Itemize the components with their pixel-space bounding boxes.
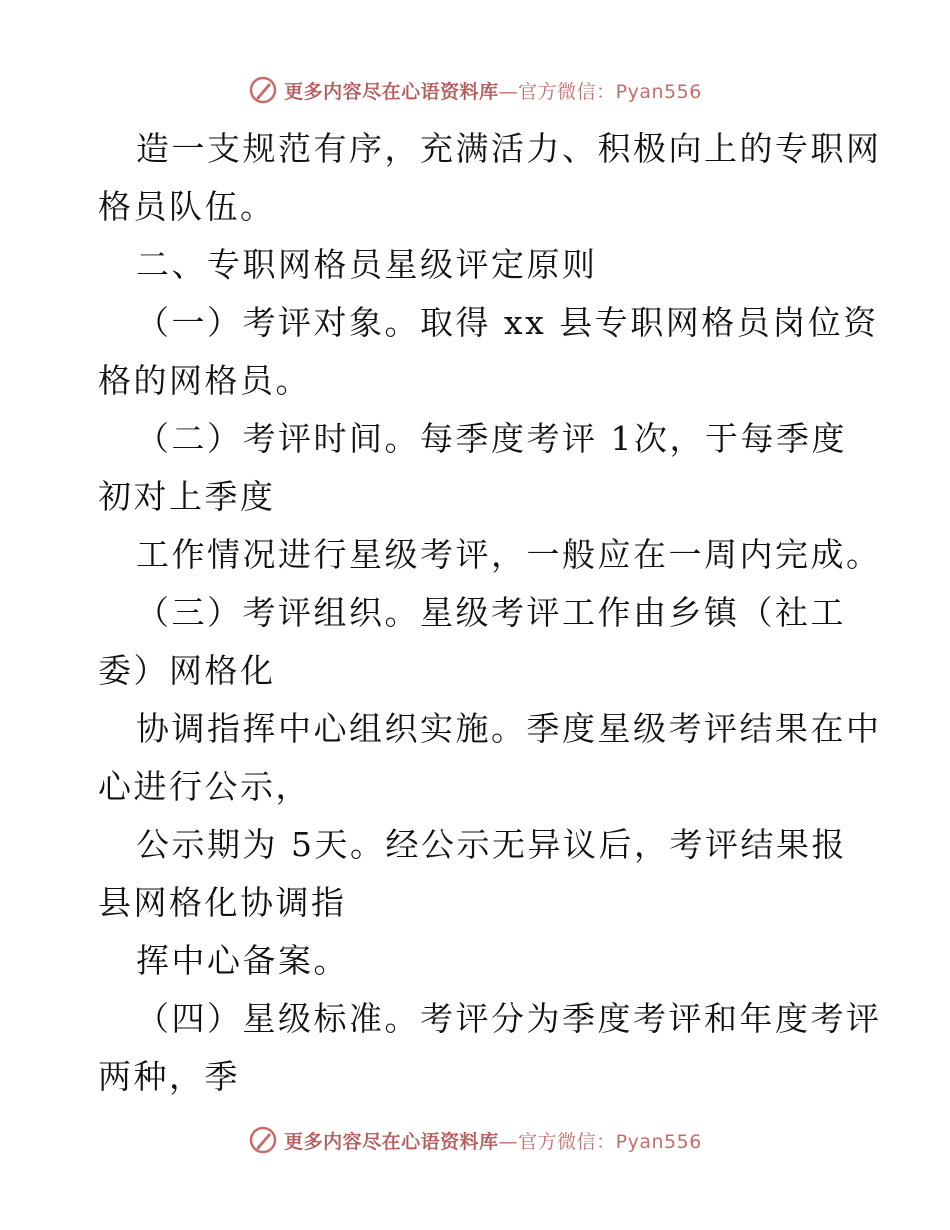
body-line-9: （三）考评组织。星级考评工作由乡镇（社工 (136, 593, 846, 632)
footer-banner-text (284, 1127, 702, 1154)
body-line-2: 格员队伍。 (98, 187, 276, 226)
body-line-14: 县网格化协调指 (98, 883, 347, 922)
body-line-13: 公示期为 5天。经公示无异议后，考评结果报 (136, 825, 847, 864)
quill-pen-circle-icon (248, 75, 278, 105)
body-line-5: 格的网格员。 (98, 361, 311, 400)
body-line-4: （一）考评对象。取得 xx 县专职网格员岗位资 (136, 303, 879, 342)
header-banner-brand: 更多内容尽在心语资料库 (284, 80, 499, 103)
body-line-17: 两种，季 (98, 1057, 240, 1096)
body-line-16: （四）星级标准。考评分为季度考评和年度考评 (136, 999, 882, 1038)
body-line-10: 委）网格化 (98, 651, 276, 690)
body-line-15: 挥中心备案。 (136, 941, 349, 980)
body-line-7: 初对上季度 (98, 477, 276, 516)
body-line-8: 工作情况进行星级考评，一般应在一周内完成。 (136, 535, 882, 574)
footer-banner-brand: 更多内容尽在心语资料库 (284, 1130, 499, 1153)
quill-pen-circle-icon (248, 1125, 278, 1155)
body-line-12: 心进行公示， (98, 767, 311, 806)
footer-watermark-banner (0, 1120, 950, 1160)
header-banner-suffix: —官方微信：Pyan556 (498, 80, 702, 103)
body-line-1: 造一支规范有序，充满活力、积极向上的专职网 (136, 129, 882, 168)
body-line-6: （二）考评时间。每季度考评 1次，于每季度 (136, 419, 847, 458)
section-heading: 二、专职网格员星级评定原则 (136, 245, 598, 284)
header-watermark-banner (0, 70, 950, 110)
footer-banner-suffix: —官方微信：Pyan556 (498, 1130, 702, 1153)
document-body (98, 120, 882, 1106)
body-line-11: 协调指挥中心组织实施。季度星级考评结果在中 (136, 709, 882, 748)
header-banner-text (284, 77, 702, 104)
